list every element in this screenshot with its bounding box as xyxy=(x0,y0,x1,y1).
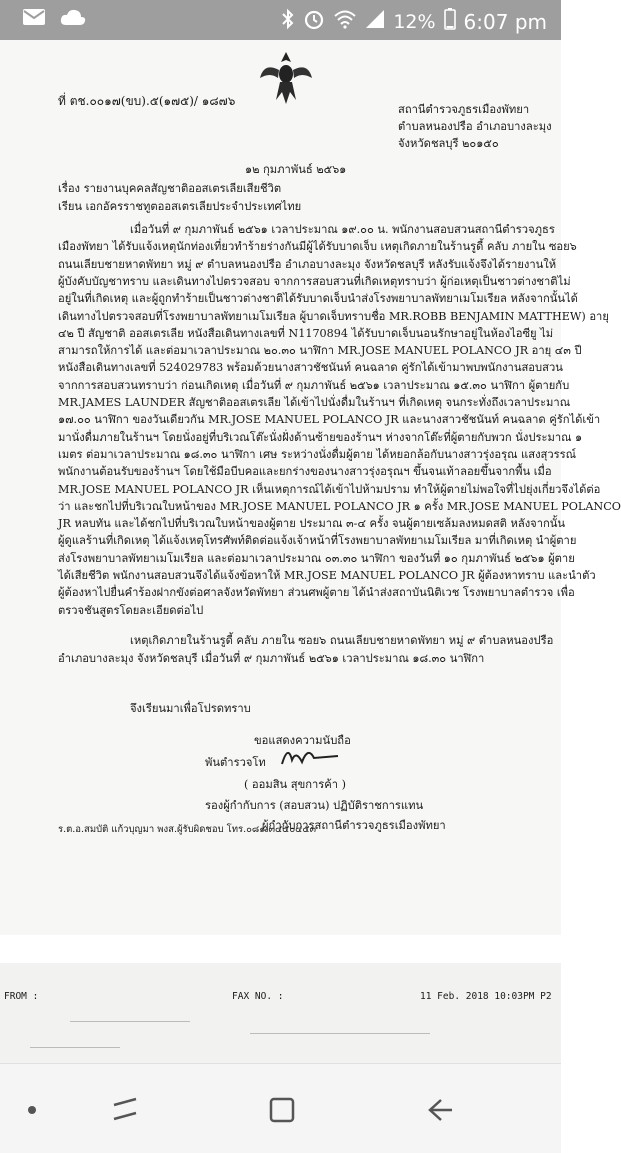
regards-line: ขอแสดงความนับถือ xyxy=(254,734,351,747)
garuda-emblem-icon xyxy=(258,48,314,108)
station-line-1: สถานีตำรวจภูธรเมืองพัทยา xyxy=(398,103,530,116)
incident-line-2: อำเภอบางละมุง จังหวัดชลบุรี เมื่อวันที่ ๙ กุมภาพันธ์ ๒๕๖๑ เวลาประมาณ ๑๘.๓๐ นาฬิกา xyxy=(58,652,485,665)
body-line: JR หลบทัน และได้ชกไปที่บริเวณใบหน้าของผู้ตาย ประมาณ ๓-๔ ครั้ง จนผู้ตายเซล้มลงหมดสติ หลังจากนั้น xyxy=(58,517,566,531)
cloud-icon xyxy=(60,8,86,30)
battery-icon xyxy=(444,8,456,35)
contact-line: ร.ต.อ.สมบัติ แก้วบุญมา พงส.ผู้รับผิดชอบ โทร.๐๘๑-๓๔๕๐๔๕๓ xyxy=(58,824,317,835)
incident-line-1: เหตุเกิดภายในร้านรูดี้ คลับ ภายใน ซอย๖ ถนนเลียบชายหาดพัทยา หมู่ ๙ ตำบลหนองปรือ xyxy=(130,634,554,647)
closing-line: จึงเรียนมาเพื่อโปรดทราบ xyxy=(130,702,251,715)
fax-date-time: 11 Feb. 2018 10:03PM P2 xyxy=(420,991,552,1002)
home-icon[interactable] xyxy=(262,1090,302,1130)
fax-noise xyxy=(250,1033,430,1034)
battery-level: 12% xyxy=(393,10,436,33)
signer-position-1: รองผู้กำกับการ (สอบสวน) ปฏิบัติราชการแทน xyxy=(205,799,424,812)
body-line: MR.JAMES LAUNDER สัญชาติออสเตรเลีย ได้เข้าไปนั่งดื่มในร้านฯ ที่เกิดเหตุ จนกระทั่งถึงเวลาประมาณ xyxy=(58,396,571,409)
body-line: เมืองพัทยา ได้รับแจ้งเหตุนักท่องเที่ยวทำร้ายร่างกันมีผู้ได้รับบาดเจ็บ เหตุเกิดภายในร้านรูดี้ คลับ ภายใน ซอย๖ xyxy=(58,240,577,254)
body-line: หนังสือเดินทางเลขที่ 524029783 พร้อมด้วยนางสาวชัชนันท์ คนฉลาด คู่รักได้เข้ามาพบพนักงานสอบสวน xyxy=(58,361,563,375)
body-line: เมื่อวันที่ ๙ กุมภาพันธ์ ๒๕๖๑ เวลาประมาณ ๑๙.๐๐ น. พนักงานสอบสวนสถานีตำรวจภูธร xyxy=(130,223,555,236)
body-line: อยู่ในที่เกิดเหตุ และผู้ถูกทำร้ายเป็นชาวต่างชาติได้รับบาดเจ็บนำส่งโรงพยาบาลพัทยาเมโมเรียล หลังจากนั้นได้ xyxy=(58,292,578,306)
subject-line: เรื่อง รายงานบุคคลสัญชาติออสเตรเลียเสียชีวิต xyxy=(58,182,282,195)
fax-from: FROM : xyxy=(4,991,39,1002)
back-icon[interactable] xyxy=(420,1090,460,1130)
fax-number-label: FAX NO. : xyxy=(232,991,284,1002)
signal-icon xyxy=(365,9,385,34)
clock: 6:07 pm xyxy=(463,9,547,34)
body-line: ผู้บังคับบัญชาทราบ และเดินทางไปตรวจสอบ จากการสอบสวนที่เกิดเหตุทราบว่า ผู้ก่อเหตุเป็นชาวต่างชาติไม่ xyxy=(58,274,571,288)
body-line: สามารถให้การได้ และต่อมาเวลาประมาณ ๒๐.๓๐ นาฬิกา MR.JOSE MANUEL POLANCO JR อายุ ๔๓ ปี xyxy=(58,344,582,358)
rank-line: พันตำรวจโท xyxy=(205,756,266,769)
recipient-line: เรียน เอกอัครราชทูตออสเตรเลียประจำประเทศไทย xyxy=(58,200,302,213)
page-gap xyxy=(0,935,561,963)
fax-noise xyxy=(30,1047,120,1048)
body-line: มานั่งดื่มภายในร้านฯ โดยนั่งอยู่ที่บริเวณโต๊ะนั่งฝั่งด้านซ้ายของร้านฯ ห่างจากโต๊ะที่ผู้ตายกับพวก นั่งประมาณ ๑ xyxy=(58,430,583,444)
station-line-3: จังหวัดชลบุรี ๒๐๑๕๐ xyxy=(398,137,499,150)
station-line-2: ตำบลหนองปรือ อำเภอบางละมุง xyxy=(398,120,552,133)
body-line: ผู้ดูแลร้านที่เกิดเหตุ ได้แจ้งเหตุโทรศัพท์ติดต่อแจ้งเจ้าหน้าที่โรงพยาบาลพัทยาเมโมเรียล มาที่เกิดเหตุ นำผู้ตาย xyxy=(58,534,577,548)
bluetooth-icon xyxy=(281,8,295,35)
fax-page[interactable] xyxy=(0,963,561,1063)
signer-position-2: ผู้กำกับการสถานีตำรวจภูธรเมืองพัทยา xyxy=(262,819,446,832)
body-line: ส่งโรงพยาบาลพัทยาเมโมเรียล และต่อมาเวลาประมาณ ๐๓.๓๐ นาฬิกา ของวันที่ ๑๐ กุมภาพันธ์ ๒๕๖๑ ผู้ตาย xyxy=(58,551,575,565)
reference-number: ที่ ตช.๐๐๑๗(ขบ).๕(๑๗๕)/ ๑๘๗๖ xyxy=(58,94,236,108)
mail-icon xyxy=(22,8,46,30)
body-line: เมตร ต่อมาเวลาประมาณ ๑๘.๓๐ นาฬิกา เศษ ระหว่างนั่งดื่มผู้ตาย ได้หยอกล้อกับนางสาวรุ่งอรุณ แสงสุวรรณ์ xyxy=(58,447,577,461)
body-line: ได้เสียชีวิต พนักงานสอบสวนจึงได้แจ้งข้อหาให้ MR.JOSE MANUEL POLANCO JR ผู้ต้องหาทราบ และนำตัว xyxy=(58,569,596,582)
body-line: ว่า และชกไปที่บริเวณใบหน้าของ MR.JOSE MANUEL POLANCO JR ๑ ครั้ง MR.JOSE MANUEL POLANCO xyxy=(58,499,621,513)
fax-noise xyxy=(70,1021,190,1022)
alarm-icon xyxy=(303,8,325,35)
body-line: ๑๗.๐๐ นาฬิกา ของวันเดียวกัน MR.JOSE MANUEL POLANCO JR และนางสาวชัชนันท์ คนฉลาด คู่รักได้เข้า xyxy=(58,413,601,427)
body-line: ถนนเลียบชายหาดพัทยา หมู่ ๙ ตำบลหนองปรือ อำเภอบางละมุง จังหวัดชลบุรี หลังรับแจ้งจึงได้รายงานให้ xyxy=(58,257,557,271)
signature-icon xyxy=(278,742,348,774)
body-line: ผู้ต้องหาไปยื่นคำร้องฝากขังต่อศาลจังหวัดพัทยา ส่วนศพผู้ตาย ได้นำส่งสถาบันนิติเวช โรงพยาบาลตำรวจ เพื่อ xyxy=(58,586,575,600)
body-line: ๔๒ ปี สัญชาติ ออสเตรเลีย หนังสือเดินทางเลขที่ N1170894 ได้รับบาดเจ็บนอนรักษาอยู่ในห้องไอซียู ไม่ xyxy=(58,326,554,340)
body-line: พนักงานต้อนรับของร้านฯ โดยใช้มือบีบคอและยกร่างของนางสาวรุ่งอรุณฯ ขึ้นจนเท้าลอยขึ้นจากพื้น เมื่อ xyxy=(58,465,552,479)
recent-apps-icon[interactable] xyxy=(105,1090,145,1130)
body-line: เดินทางไปตรวจสอบที่โรงพยาบาลพัทยาเมโมเรียล ผู้บาดเจ็บทราบชื่อ MR.ROBB BENJAMIN MATTHEW) อายุ xyxy=(58,309,609,323)
document-page[interactable] xyxy=(0,40,621,935)
wifi-icon xyxy=(333,9,357,34)
navigation-bar xyxy=(0,1063,561,1153)
body-line: จากการสอบสวนทราบว่า ก่อนเกิดเหตุ เมื่อวันที่ ๙ กุมภาพันธ์ ๒๕๖๑ เวลาประมาณ ๑๕.๓๐ นาฬิกา ผู้ตายกับ xyxy=(58,378,570,392)
signer-name: ( ออมสิน สุขการค้า ) xyxy=(244,778,346,791)
dot-icon[interactable] xyxy=(12,1090,52,1130)
status-bar xyxy=(0,0,561,40)
body-line: MR.JOSE MANUEL POLANCO JR เห็นเหตุการณ์ได้เข้าไปห้ามปราม ทำให้ผู้ตายไม่พอใจที่ไปยุ่งเกี่ยวจึงได้ต่อ xyxy=(58,482,601,496)
document-date: ๑๒ กุมภาพันธ์ ๒๕๖๑ xyxy=(245,163,347,176)
body-line: ตรวจชันสูตรโดยละเอียดต่อไป xyxy=(58,603,204,617)
